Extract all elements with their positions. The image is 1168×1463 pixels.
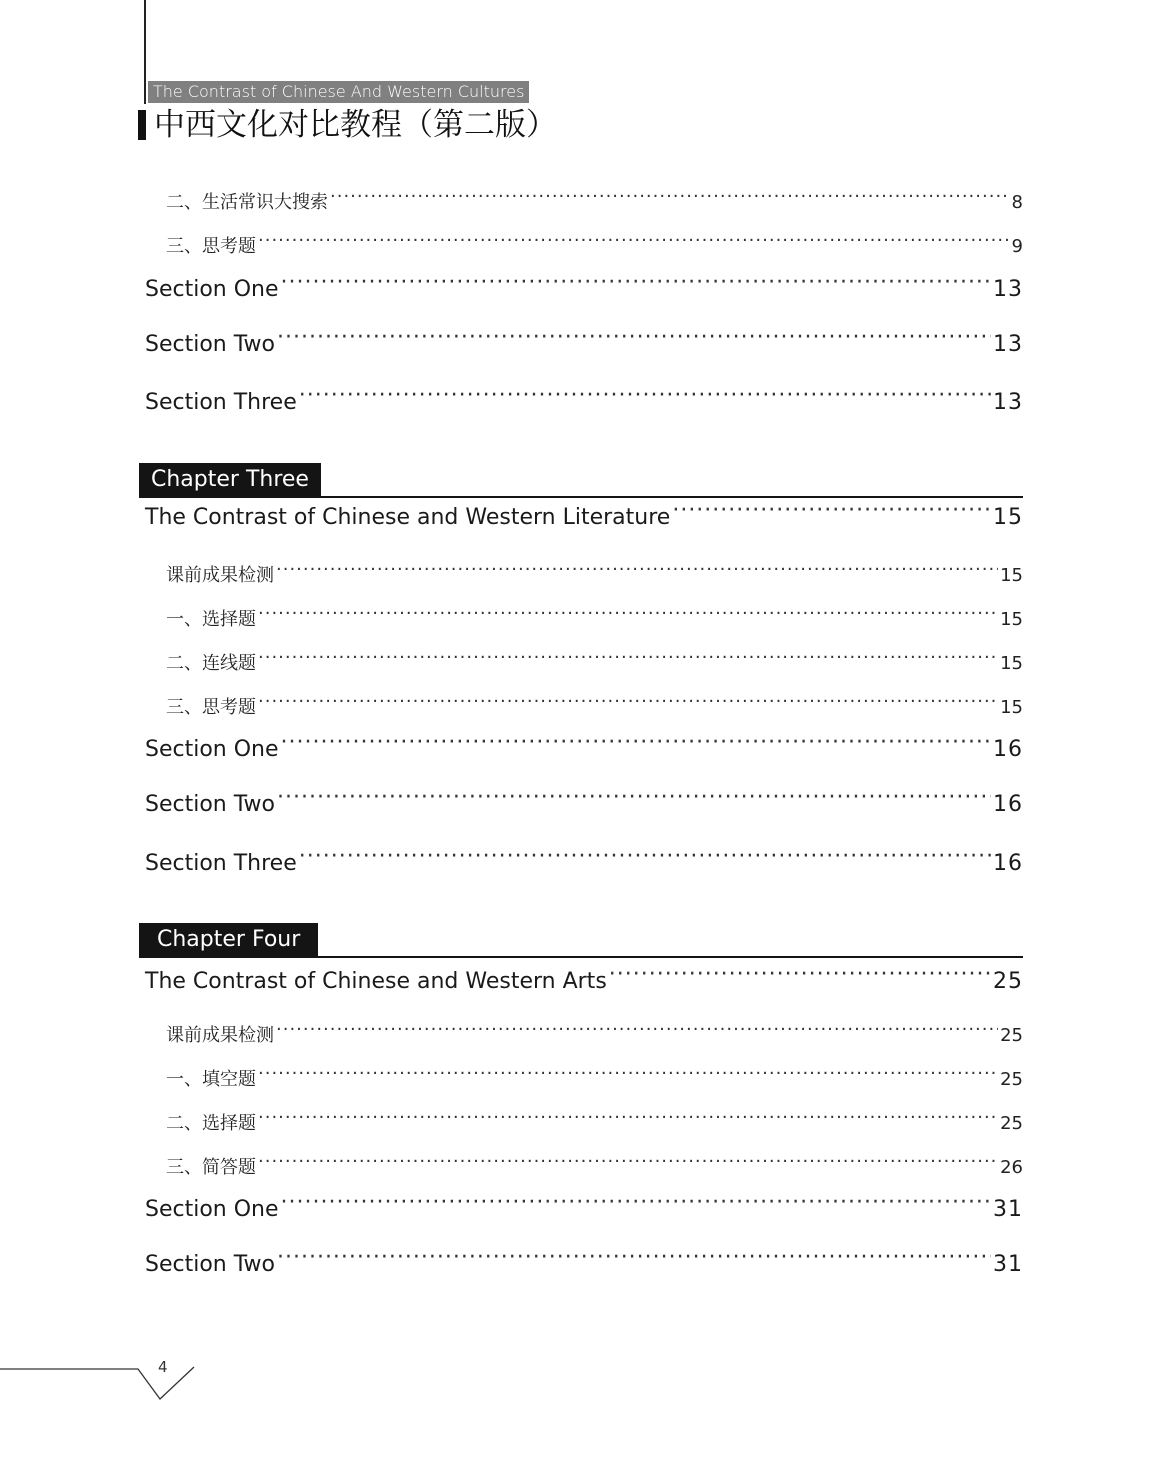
toc-entry-label: 三、简答题 xyxy=(166,1157,256,1178)
toc-entry-page: 31 xyxy=(993,1197,1023,1222)
header-title-zh: 中西文化对比教程（第二版） xyxy=(154,107,557,143)
toc-leader-dots xyxy=(330,190,1010,208)
toc-leader-dots xyxy=(277,1249,991,1271)
chapter-three-title-entry[interactable] xyxy=(145,502,1023,530)
toc-leader-dots xyxy=(258,607,998,625)
toc-entry[interactable] xyxy=(145,387,1023,415)
toc-entry[interactable] xyxy=(166,1021,1023,1047)
toc-entry-label: 二、连线题 xyxy=(166,653,256,674)
toc-leader-dots xyxy=(276,1023,998,1041)
header-marker-bar xyxy=(138,110,146,140)
toc-entry-page: 26 xyxy=(1000,1157,1023,1178)
toc-entry-page: 15 xyxy=(1000,697,1023,718)
page-number: 4 xyxy=(158,1358,168,1376)
toc-entry-label: 二、生活常识大搜索 xyxy=(166,192,328,213)
toc-entry-label: Section Three xyxy=(145,390,297,415)
toc-entry-page: 15 xyxy=(993,505,1023,530)
toc-entry-label: 二、选择题 xyxy=(166,1113,256,1134)
toc-entry-page: 16 xyxy=(993,851,1023,876)
toc-entry[interactable] xyxy=(166,605,1023,631)
toc-entry-page: 15 xyxy=(1000,653,1023,674)
header-title-en: The Contrast of Chinese And Western Cultures xyxy=(148,81,529,103)
toc-entry[interactable] xyxy=(166,232,1023,258)
toc-entry-label: Section Two xyxy=(145,1252,275,1277)
chapter-four-rule xyxy=(139,956,1023,958)
toc-entry-page: 13 xyxy=(993,390,1023,415)
toc-leader-dots xyxy=(277,329,991,351)
chapter-three-rule xyxy=(139,496,1023,498)
toc-entry-page: 13 xyxy=(993,277,1023,302)
toc-entry-page: 15 xyxy=(1000,565,1023,586)
toc-entry[interactable] xyxy=(166,693,1023,719)
toc-leader-dots xyxy=(258,1111,998,1129)
toc-entry-page: 9 xyxy=(1011,236,1023,257)
toc-entry-label: Section Three xyxy=(145,851,297,876)
toc-entry-page: 16 xyxy=(993,737,1023,762)
toc-leader-dots xyxy=(672,502,991,524)
toc-entry-label: The Contrast of Chinese and Western Arts xyxy=(145,969,607,994)
toc-entry-page: 25 xyxy=(1000,1113,1023,1134)
toc-entry-label: Section One xyxy=(145,1197,279,1222)
chapter-four-title-entry[interactable] xyxy=(145,966,1023,994)
toc-entry-page: 16 xyxy=(993,792,1023,817)
chapter-three-tab: Chapter Three xyxy=(139,463,321,497)
toc-leader-dots xyxy=(258,1067,998,1085)
toc-entry-label: 课前成果检测 xyxy=(166,565,274,586)
toc-entry-label: Section Two xyxy=(145,792,275,817)
toc-entry-label: Section Two xyxy=(145,332,275,357)
chapter-four-tab: Chapter Four xyxy=(139,923,318,957)
toc-leader-dots xyxy=(258,695,998,713)
toc-entry[interactable] xyxy=(145,789,1023,817)
toc-entry-page: 25 xyxy=(1000,1069,1023,1090)
toc-leader-dots xyxy=(277,789,991,811)
toc-entry[interactable] xyxy=(166,1109,1023,1135)
toc-entry[interactable] xyxy=(166,561,1023,587)
toc-entry[interactable] xyxy=(145,734,1023,762)
toc-entry-page: 25 xyxy=(993,969,1023,994)
toc-entry-label: 课前成果检测 xyxy=(166,1025,274,1046)
toc-entry-label: Section One xyxy=(145,737,279,762)
toc-leader-dots xyxy=(258,234,1010,252)
toc-entry[interactable] xyxy=(166,649,1023,675)
toc-entry[interactable] xyxy=(145,1249,1023,1277)
toc-entry-label: The Contrast of Chinese and Western Literature xyxy=(145,505,671,530)
toc-entry-page: 25 xyxy=(1000,1025,1023,1046)
toc-entry[interactable] xyxy=(166,188,1023,214)
toc-entry[interactable] xyxy=(145,274,1023,302)
toc-leader-dots xyxy=(281,734,991,756)
toc-leader-dots xyxy=(299,387,991,409)
toc-entry-page: 8 xyxy=(1011,192,1023,213)
toc-leader-dots xyxy=(258,1155,998,1173)
toc-entry[interactable] xyxy=(166,1065,1023,1091)
toc-entry[interactable] xyxy=(166,1153,1023,1179)
toc-entry-page: 13 xyxy=(993,332,1023,357)
toc-leader-dots xyxy=(258,651,998,669)
toc-leader-dots xyxy=(281,1194,991,1216)
header-vertical-rule xyxy=(144,0,146,104)
toc-entry[interactable] xyxy=(145,1194,1023,1222)
toc-entry[interactable] xyxy=(145,329,1023,357)
toc-entry-label: 三、思考题 xyxy=(166,236,256,257)
toc-entry-label: Section One xyxy=(145,277,279,302)
toc-entry-label: 一、选择题 xyxy=(166,609,256,630)
toc-leader-dots xyxy=(281,274,991,296)
toc-leader-dots xyxy=(276,563,998,581)
toc-leader-dots xyxy=(609,966,991,988)
toc-leader-dots xyxy=(299,848,991,870)
toc-entry-label: 一、填空题 xyxy=(166,1069,256,1090)
toc-entry-page: 31 xyxy=(993,1252,1023,1277)
toc-entry-page: 15 xyxy=(1000,609,1023,630)
toc-entry[interactable] xyxy=(145,848,1023,876)
footer-page-ornament xyxy=(0,1355,220,1405)
toc-entry-label: 三、思考题 xyxy=(166,697,256,718)
